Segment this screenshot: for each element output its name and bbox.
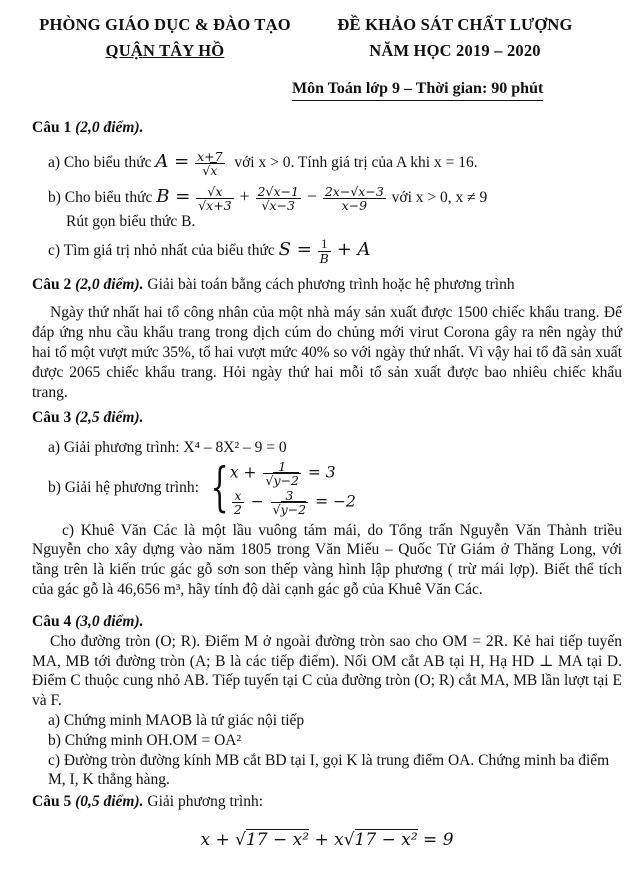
question-3-title: Câu 3 (2,5 điểm).: [32, 409, 144, 427]
q1-part-a: a) Cho biểu thức A = $\frac{x+7}{√x}$ với x > 0. Tính giá trị của A khi x = 16.: [48, 148, 478, 178]
district-name: QUẬN TÂY HỒ: [105, 41, 225, 60]
q4-body: Cho đường tròn (O; R). Điểm M ở ngoài đường tròn sao cho OM = 2R. Kẻ hai tiếp tuyến MA, MB tới đường tròn (A; B là các tiếp điểm). Nối OM cắt AB tại H, Hạ HD ⊥ MA tại D. Điểm C thuộc cung nhỏ AB. Tiếp tuyến tại C của đường tròn (O; R) cắt MA, MB lần lượt tại E và F.: [32, 632, 622, 710]
department-name: PHÒNG GIÁO DỤC & ĐÀO TẠO: [39, 15, 291, 34]
q4-part-c: c) Đường tròn đường kính MB cắt BD tại I, gọi K là trung điểm OA. Chứng minh ba điểm M, I, K thẳng hàng.: [48, 751, 610, 789]
q1-part-b: b) Cho biểu thức B = $\frac{√x}{√x+3}$ + $\frac{2√x-1}{√x-3}$ − $\frac{2x-√x-3}{x-9}$ với x > 0, x ≠ 9 Rút gọn biểu thức B.: [48, 185, 622, 232]
q4-part-b: b) Chứng minh OH.OM = OA²: [48, 731, 242, 749]
q1-part-c: c) Tìm giá trị nhỏ nhất của biểu thức S = $\frac{1}{B}$ + A: [48, 237, 371, 267]
q4-part-a: a) Chứng minh MAOB là tứ giác nội tiếp: [48, 711, 305, 729]
q3-part-b: b) Giải hệ phương trình: { x + $\frac{1}{√y-2}$ = 3 $\frac{x}{2}$ − $\frac{3}{√y-2}$ = −2: [48, 458, 356, 519]
q2-body: Ngày thứ nhất hai tổ công nhân của một nhà máy sản xuất được 1500 chiếc khẩu trang. Để đáp ứng nhu cầu khẩu trang trong dịch cúm do chủng mới virut Corona gây ra nên ngày thứ hai tổ một vượt mức 35%, tổ hai vượt mức 40% so với ngày thứ nhất. Vì vậy hai tổ đã sản xuất được 2065 chiếc khẩu trang. Hỏi ngày thứ hai mỗi tổ sản xuất được bao nhiêu chiếc khẩu trang.: [32, 304, 622, 401]
subject-line: Môn Toán lớp 9 – Thời gian: 90 phút: [292, 79, 543, 101]
q5-equation: x + √17 − x² + x√17 − x² = 9: [200, 830, 454, 851]
header-left: [30, 12, 300, 64]
q3-part-c: c) Khuê Văn Các là một lầu vuông tám mái, do Tổng trấn Nguyễn Văn Thành triều Nguyễn cho xây dựng vào năm 1805 trong Văn Miếu – Quốc Tử Giám ở Thăng Long, với tầng trên là kiến trúc gác gỗ sơn son thếp vàng hình lập phương ( trừ mái lợp). Biết thể tích của gác gỗ là 46,656 m³, hãy tính độ dài cạnh gác gỗ của Khuê Văn Các.: [32, 521, 622, 599]
question-5-title: Câu 5 (0,5 điểm). Giải phương trình:: [32, 793, 264, 811]
header-right: [300, 12, 610, 64]
exam-title: ĐỀ KHẢO SÁT CHẤT LƯỢNG: [337, 15, 573, 34]
question-2-title: Câu 2 (2,0 điểm). Giải bài toán bằng cách phương trình hoặc hệ phương trình: [32, 276, 515, 294]
q3-part-a: a) Giải phương trình: X⁴ – 8X² – 9 = 0: [48, 439, 287, 457]
exam-body: [32, 112, 622, 852]
question-4-title: Câu 4 (3,0 điểm).: [32, 612, 144, 630]
q1-part-b-line2: Rút gọn biểu thức B.: [66, 213, 196, 231]
school-year: NĂM HỌC 2019 – 2020: [369, 41, 541, 60]
question-1-title: Câu 1 (2,0 điểm).: [32, 119, 144, 136]
equation-system: { x + $\frac{1}{√y-2}$ = 3 $\frac{x}{2}$ − $\frac{3}{√y-2}$ = −2: [210, 458, 356, 519]
